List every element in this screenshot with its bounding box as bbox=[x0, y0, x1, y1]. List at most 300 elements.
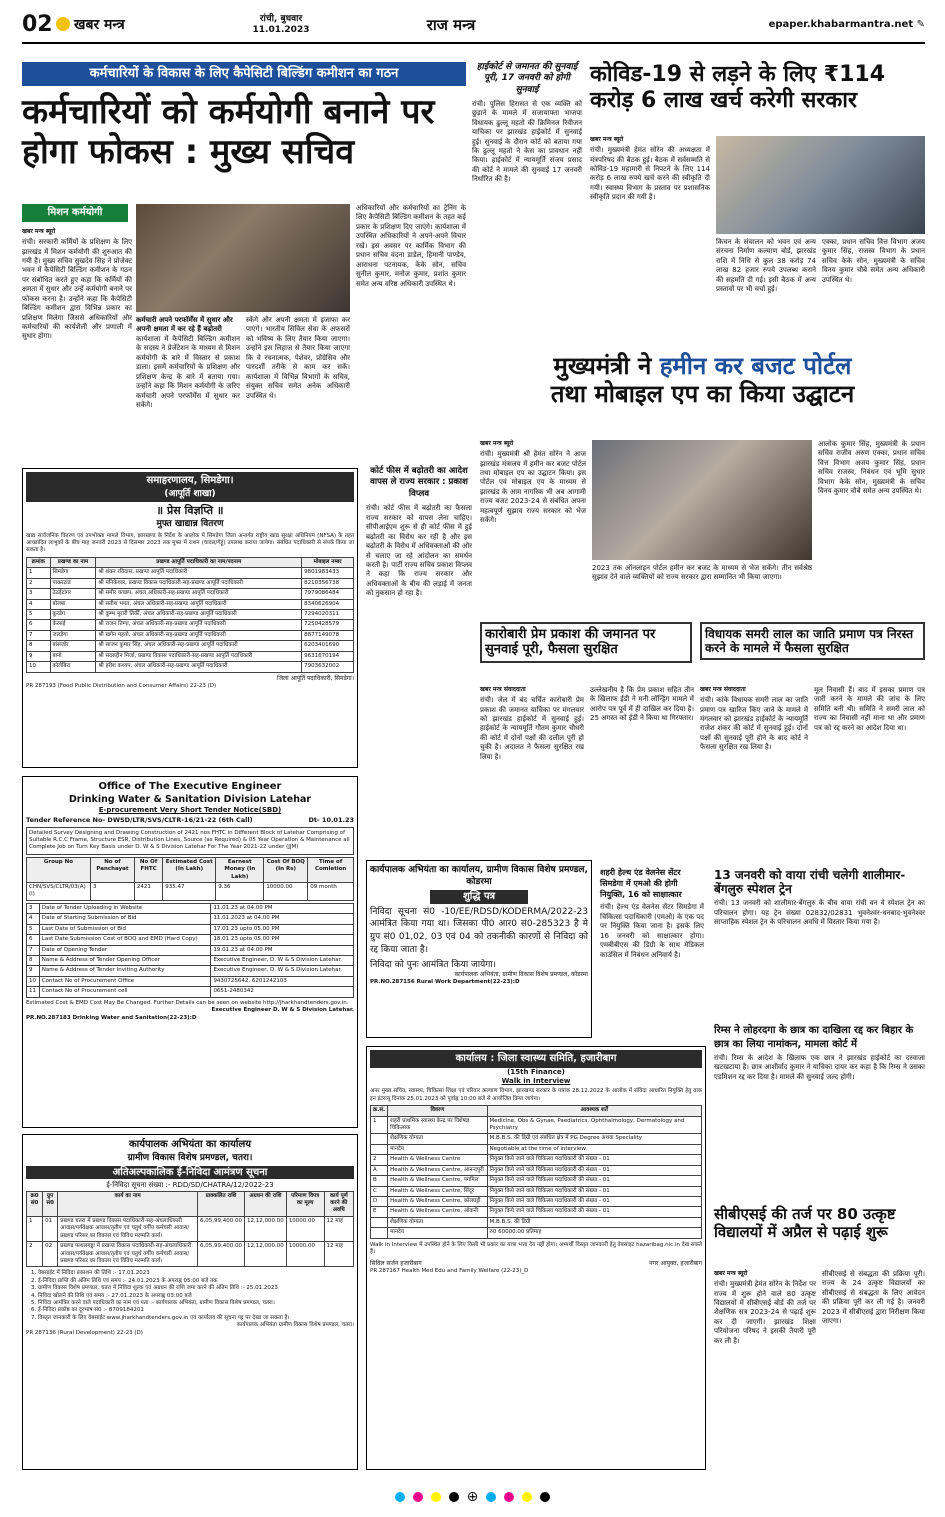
table-cell: Contact No of Procurement Office bbox=[39, 976, 211, 986]
table-cell: 12,12,000.00 bbox=[245, 1242, 287, 1267]
table-cell: श्री शंकर रविदास, प्रखण्ड आपूर्ति पदाधिकारी bbox=[96, 568, 302, 578]
table-cell: नियुक्त किये जाने वाले चिकित्सा पदाधिकारी की संख्या - 01 bbox=[487, 1207, 701, 1217]
table-row bbox=[27, 589, 354, 599]
table-row bbox=[371, 1207, 702, 1217]
koderma-body: निविदा सूचना सं0 -10/EE/RDSD/KODERMA/2022-23 आमंत्रित किया गया था। जिसका पी0 आर0 सं0-285323 है मे ग्रुप सं0 01,02, 03 एवं 04 को तकनीकी कारणों से निविदा को रद्द किया जाता है। bbox=[370, 906, 588, 955]
table-cell: 6,05,99,400.00 bbox=[198, 1216, 245, 1241]
table-row bbox=[27, 599, 354, 609]
table-cell bbox=[371, 1134, 388, 1144]
portal-headline-highlight: हमीन कर बजट पोर्टल bbox=[659, 352, 852, 380]
covid-byline: खबर मन्त्र ब्यूरो bbox=[590, 136, 624, 143]
table-row bbox=[371, 1197, 702, 1207]
crosshair-icon: ⊕ bbox=[466, 1488, 479, 1505]
table-cell: 6203401690 bbox=[302, 641, 354, 651]
dateline-place: रांची, बुधवार bbox=[259, 14, 303, 25]
table-cell: 2 bbox=[27, 578, 51, 588]
table-cell: 17.01.23 upto 05.00 PM bbox=[211, 924, 354, 934]
table-header-cell: No of Panchayat bbox=[90, 857, 134, 882]
table-cell: श्री खगेन महतो, अंचल अधिकारी-सह-प्रखण्ड आपूर्ति पदाधिकारी bbox=[96, 630, 302, 640]
table-row bbox=[27, 966, 354, 976]
table-cell: 12 माह bbox=[324, 1242, 353, 1267]
table-cell: 8210356738 bbox=[302, 578, 354, 588]
latehar-pr: PR.NO.287183 Drinking Water and Sanitation(22-23):D bbox=[26, 1014, 197, 1021]
table-cell: Medicine, Obs & Gynae, Paediatrics, Ophthalmology, Dermatology and Psychiatry bbox=[487, 1116, 701, 1134]
table-cell: 8 bbox=[27, 641, 51, 651]
table-cell: Negotiable at the time of interview bbox=[487, 1144, 701, 1154]
table-cell: 10 bbox=[27, 662, 51, 672]
table-cell: 09 month bbox=[308, 883, 354, 901]
table-header-cell: Estimated Cost (In Lakh) bbox=[163, 857, 216, 882]
table-header-cell: प्रखण्ड का नाम bbox=[50, 557, 96, 567]
table-cell: नियुक्त किये जाने वाले चिकित्सा पदाधिकारी की संख्या - 01 bbox=[487, 1176, 701, 1186]
table-cell: मानदेय bbox=[388, 1228, 487, 1238]
covid-headline[interactable]: कोविड-19 से लड़ने के लिए ₹114 करोड़ 6 लाख खर्च करेगी सरकार bbox=[590, 62, 886, 113]
table-row bbox=[27, 662, 354, 672]
portal-byline: खबर मन्त्र ब्यूरो bbox=[480, 440, 514, 447]
note-item: 4. निविदा खोलने की तिथि एवं समय :- 27.01.2023 के अपराह्न 03:00 बजे bbox=[38, 1293, 354, 1300]
brand-name: खबर मन्त्र bbox=[74, 16, 125, 33]
covid-text-2: किचन के संचालन को भवन एवं अन्य संरचना निर्माण कल्याण बोर्ड, झारखंड राशि में निधि से कुल 38 करोड़ 74 लाख 82 हजार रुपये उपलब्ध कराने की सहमति दी गई। इसी बैठक में अन्य प्रस्तावों पर भी चर्चा हुई। bbox=[716, 238, 816, 294]
chatra-ad bbox=[22, 1134, 358, 1470]
table-cell: नियुक्त किये जाने वाले चिकित्सा पदाधिकारी की संख्या - 01 bbox=[487, 1155, 701, 1165]
table-row bbox=[27, 987, 354, 997]
table-cell: 9 bbox=[27, 966, 40, 976]
table-cell: श्री राजन तिग्गा, अंचल अधिकारी-सह-प्रखण्ड आपूर्ति पदाधिकारी bbox=[96, 620, 302, 630]
chatra-ref: ई-निविदा सूचना संख्या :- RDD/SD/CHATRA/12/2022-23 bbox=[106, 1181, 274, 1190]
table-cell: सिमडेगा bbox=[50, 568, 96, 578]
table-cell: Last Date Submission Cost of BOQ and EMD (Hard Copy) bbox=[39, 935, 211, 945]
table-cell: श्री मनिकेश्वर, प्रखण्ड विकास पदाधिकारी-सह-प्रखण्ड आपूर्ति पदाधिकारी bbox=[96, 578, 302, 588]
latehar-dept: Drinking Water & Sanitation Division Latehar bbox=[68, 793, 312, 805]
table-cell: नियुक्त किये जाने वाले चिकित्सा पदाधिकारी की संख्या - 01 bbox=[487, 1165, 701, 1175]
table-header-cell: ग्रुप सं0 bbox=[43, 1191, 58, 1216]
table-cell: 10000.00 bbox=[264, 883, 308, 901]
covid-col1 bbox=[590, 136, 710, 203]
table-cell: Name & Address of Tender Inviting Authority bbox=[39, 966, 211, 976]
hazaribagh-sign-left: सिविल सर्जन हजारीबाग bbox=[370, 1259, 422, 1267]
table-header-cell: कार्य पूर्ण करने की अवधि bbox=[324, 1191, 353, 1216]
table-row bbox=[27, 1242, 354, 1267]
lead-text-2: कार्यशाला में कैपेसिटी बिल्डिंग कमीशन के सदस्य ने प्रेजेंटेशन के माध्यम से मिशन कर्मयोगी के बारे में विस्तार से प्रकाश डाला। इसमें कर्मचारियों के प्रशिक्षण और प्रशिक्षण केन्द्र के बारे में बताया गया। उन्होंने कहा कि मिशन कर्मयोगी के जरिए कर्मचारी अपने परफॉर्मेंस में सुधार कर सकेंगे। bbox=[136, 334, 240, 409]
train-body: रांची। 13 जनवरी को शालीमार-बेंगलुरु के बीच वाया रांची वन वे स्पेशल ट्रेन का परिचालन होगा। यह ट्रेन संख्या 02832/02831 भुवनेश्वर-धनबाद-भुवनेश्वर साप्ताहिक स्पेशल ट्रेन के परिचालन अवधि में विस्तार किया गया है। bbox=[714, 899, 925, 927]
table-cell: 6,05,99,400.00 bbox=[198, 1242, 245, 1267]
court-kicker[interactable]: कोर्ट फीस में बढ़ोतरी का आदेश वापस ले राज्य सरकार : प्रकाश विप्लव bbox=[370, 466, 468, 499]
table-cell: 935.47 bbox=[163, 883, 216, 901]
brand[interactable] bbox=[56, 16, 206, 35]
mla-byline: खबर मन्त्र संवाददाता bbox=[700, 686, 746, 693]
simdega-table bbox=[26, 557, 354, 673]
table-header-cell: क्र0 सं0 bbox=[27, 1191, 43, 1216]
table-cell: 7 bbox=[27, 945, 40, 955]
hc-kicker[interactable]: हाईकोर्ट से जमानत की सुनवाई पूरी, 17 जनवरी को होगी सुनवाई bbox=[476, 62, 578, 95]
table-cell: नियुक्त किये जाने वाले चिकित्सा पदाधिकारी की संख्या - 01 bbox=[487, 1197, 701, 1207]
table-header-cell: परिमाण विपत्र का मूल्य bbox=[286, 1191, 324, 1216]
table-cell: नियुक्त किये जाने वाले चिकित्सा पदाधिकारी की संख्या - 01 bbox=[487, 1186, 701, 1196]
table-cell: श्री कुम्भ मुरारी तिर्की, अंचल अधिकारी-सह-प्रखण्ड आपूर्ति पदाधिकारी bbox=[96, 610, 302, 620]
koderma-office: कार्यपालक अभियंता का कार्यालय, ग्रामीण विकास विशेष प्रमण्डल, कोडरमा bbox=[370, 865, 588, 888]
chatra-dept: ग्रामीण विकास विशेष प्रमण्डल, चतरा। bbox=[127, 1152, 253, 1163]
covid-col3 bbox=[822, 238, 925, 285]
table-row bbox=[27, 568, 354, 578]
table-cell: Last Date of Submission of Bid bbox=[39, 924, 211, 934]
table-cell: 02 bbox=[43, 1242, 58, 1267]
table-cell: 11.01.23 at 04.00 PM bbox=[211, 903, 354, 913]
note-item: 2. ई-निविदा प्राप्ति की अंतिम तिथि एवं समय :- 24.01.2023 के अपराह्न 05:00 बजे तक bbox=[38, 1278, 354, 1285]
table-cell: ठेठईटांगर bbox=[50, 589, 96, 599]
table-cell: Health & Wellness Centre bbox=[388, 1155, 487, 1165]
table-row bbox=[371, 1176, 702, 1186]
portal-col1 bbox=[480, 440, 586, 526]
latehar-ad bbox=[22, 776, 358, 1128]
page-number: 02 bbox=[22, 12, 53, 38]
health-centre-headline[interactable]: शहरी हेल्थ एंड वेलनेस सेंटर सिमडेगा में एमओ की होगी नियुक्ति, 16 को साक्षात्कार bbox=[600, 868, 682, 899]
health-centre-body: रांची। हेल्थ एंड वेलनेस सेंटर सिमडेगा में चिकित्सा पदाधिकारी (एमओ) के एक पद पर नियुक्ति किया जाना है। इसके लिए 16 जनवरी को साक्षात्कार होगा। एमबीबीएस की डिग्री के साथ मेडिकल काउंसिल में निबंधन अनिवार्य है। bbox=[600, 903, 704, 959]
table-cell: 19.01.23 at 04.00 PM bbox=[211, 945, 354, 955]
latehar-office: Office of The Executive Engineer bbox=[98, 781, 282, 792]
table-cell: 18.01.23 upto 05.00 PM bbox=[211, 935, 354, 945]
table-cell: Health & Wellness Centre, पगमिल bbox=[388, 1176, 487, 1186]
table-cell: बांसजोर bbox=[50, 641, 96, 651]
table-header-cell: Time of Comletion bbox=[308, 857, 354, 882]
website-text: epaper.khabarmantra.net bbox=[768, 19, 914, 31]
portal-headline-a: मुख्यमंत्री ने bbox=[553, 352, 660, 380]
table-row bbox=[371, 1155, 702, 1165]
table-cell: Health & Wellness Centre, ओकनी bbox=[388, 1207, 487, 1217]
latehar-sign: Executive Engineer D. W & S Division Latehar. bbox=[211, 1007, 354, 1014]
table-cell: 0651-2480342 bbox=[211, 987, 354, 997]
chatra-table bbox=[26, 1191, 354, 1268]
chatra-pr: PR 287136 (Rural Development) 22-23 (D) bbox=[26, 1329, 143, 1336]
table-cell: Date of Opening Tender bbox=[39, 945, 211, 955]
rims-headline[interactable]: रिम्स ने लोहरदगा के छात्र का दाखिला रद्द कर बिहार के छात्र का लिया नामांकन, मामला कोर्ट में bbox=[714, 1025, 914, 1050]
table-header-cell: मोबाइल नम्बर bbox=[302, 557, 354, 567]
table-cell: Name & Address of Tender Opening Officer bbox=[39, 956, 211, 966]
hazaribagh-office: कार्यालय : जिला स्वास्थ्य समिति, हजारीबाग bbox=[370, 1050, 702, 1068]
table-cell: श्री समीर कच्छप, अंचल अधिकारी-सह-प्रखण्ड आपूर्ति पदाधिकारी bbox=[96, 589, 302, 599]
table-cell: 2 bbox=[27, 1242, 43, 1267]
table-cell: शैक्षणिक योग्यता bbox=[388, 1134, 487, 1144]
portal-text: रांची। मुख्यमंत्री श्री हेमंत सोरेन ने आज झारखंड मंत्रालय में हमीन कर बजट पोर्टल तथा मोबाइल एप का उद्घाटन किया। इस पोर्टल एवं मोबाइल एप के माध्यम से झारखंड के आम नागरिक भी अब आगामी राज्य बजट 2023-24 से संबंधित अपना महत्वपूर्ण सुझाव राज्य सरकार को भेज सकेंगे। bbox=[480, 450, 586, 525]
byline: खबर मन्त्र ब्यूरो bbox=[22, 228, 56, 235]
table-row bbox=[371, 1116, 702, 1134]
table-cell: 5 bbox=[27, 924, 40, 934]
table-cell: शैक्षणिक योग्यता bbox=[388, 1217, 487, 1227]
table-cell: रु0 60000.00 प्रतिमाह bbox=[487, 1228, 701, 1238]
table-cell: 3 bbox=[90, 883, 134, 901]
table-header-cell: No Of FHTC bbox=[134, 857, 162, 882]
hazaribagh-sub: (15th Finance) bbox=[507, 1067, 565, 1076]
table-cell: 7979086484 bbox=[302, 589, 354, 599]
mission-tag: मिशन कर्मयोगी bbox=[22, 204, 128, 222]
covid-text-3: एक्का, प्रधान सचिव वित्त विभाग अजय कुमार सिंह, राजस्व विभाग के प्रधान सचिव केके सोन, मुख्यमंत्री के सचिव विनय कुमार चौबे समेत अन्य अधिकारी उपस्थित थे। bbox=[822, 238, 925, 284]
bail-col2 bbox=[590, 686, 694, 724]
table-row bbox=[27, 620, 354, 630]
table-cell: 4 bbox=[27, 599, 51, 609]
table-header-cell: प्राक्कलित राशि bbox=[198, 1191, 245, 1216]
mla-headline[interactable]: विधायक समरी लाल का जाति प्रमाण पत्र निरस्त करने के मामले में फैसला सुरक्षित bbox=[700, 622, 925, 660]
health-centre-story bbox=[600, 868, 704, 960]
table-cell: Date of Tender Uploading in Website bbox=[39, 903, 211, 913]
brand-logo-icon bbox=[56, 17, 70, 31]
page-header bbox=[22, 8, 925, 44]
table-cell: जलडेगा bbox=[50, 630, 96, 640]
latehar-work: Detailed Survey Designing and Drawing Construction of 2421 nos FHTC in Different Block of Latehar Comprising of Suitable R.C.C Frame, Structure ESR, Distribution Lines, Source (as Required) & 05 Year Operation & Maintenance all Complete Job on Turn Key Basis under D. W & S Division Latehar For The Year 2021-22 under (JJM) bbox=[26, 827, 354, 855]
mla-text-2: मूल निवासी हैं। बाद में इसका प्रमाण पत्र जारी करने के मामले की जांच के लिए समिति बनी थी। समिति ने समरी लाल को राज्य का निवासी नहीं माना था और प्रमाण पत्र को रद्द करने का आदेश दिया था। bbox=[814, 686, 925, 732]
table-header-cell: आवश्यक शर्तें bbox=[487, 1106, 701, 1116]
lead-text-1: रांची। सरकारी कर्मियों के प्रशिक्षण के लिए झारखंड में मिशन कर्मयोगी की शुरुआत की गयी है। मुख्य सचिव सुखदेव सिंह ने प्रोजेक्ट भवन में कैपेसिटी बिल्डिंग कमीशन के गठन पर संबोधित करते हुए कहा कि कर्मियों की क्षमता में सुधार और उन्हें कर्मयोगी बनाने पर फोकस करना है। उन्होंने कहा कि कैपेसिटी बिल्डिंग कमीशन द्वारा विभिन्न प्रकार का प्रशिक्षण मिलेगा जिससे अधिकारियों और कर्मचारियों की कार्यशैली और प्रणाली में सुधार होगा। bbox=[22, 238, 132, 341]
latehar-notice: E-procurement Very Short Tender Notice(SBD) bbox=[98, 806, 282, 815]
table-cell: मानदेय bbox=[388, 1144, 487, 1154]
table-cell: 9631670194 bbox=[302, 651, 354, 661]
table-cell: 8877149078 bbox=[302, 630, 354, 640]
bail-headline[interactable]: कारोबारी प्रेम प्रकाश की जमानत पर सुनवाई पूरी, फैसला सुरक्षित bbox=[480, 622, 692, 663]
table-cell: 10 bbox=[27, 976, 40, 986]
table-cell: केरसई bbox=[50, 620, 96, 630]
table-cell: 8 bbox=[27, 956, 40, 966]
lead-photo bbox=[136, 204, 350, 312]
koderma-pr: PR.NO.287156 Rural Work Department(22-23):D bbox=[370, 979, 520, 986]
table-cell: 9.36 bbox=[216, 883, 264, 901]
table-row bbox=[27, 610, 354, 620]
table-row bbox=[27, 935, 354, 945]
table-header-cell: क्र.सं. bbox=[371, 1106, 388, 1116]
table-row bbox=[27, 976, 354, 986]
table-header-cell: प्रखण्ड आपूर्ति पदाधिकारी का नाम/पदनाम bbox=[96, 557, 302, 567]
covid-photo bbox=[716, 136, 925, 234]
table-cell: बानो bbox=[50, 651, 96, 661]
table-cell: 11.01.2023 at 04.00 PM bbox=[211, 914, 354, 924]
lead-col1 bbox=[22, 228, 132, 342]
latehar-dates-table bbox=[26, 903, 354, 998]
table-cell: प्रखण्ड पत्थलगड्डा में प्रखण्ड विकास पदाधिकारी-सह-अंचलाधिकारी आवास/पर्यवेक्षक आवास/तृतीय एवं चतुर्थ वर्गीय कर्मचारी आवास/प्रखण्ड परिसर का विकास एवं विविध मरम्मति कार्य। bbox=[58, 1242, 198, 1267]
portal-photo bbox=[592, 440, 812, 560]
koderma-sign: कार्यपालक अभियंता, ग्रामीण विकास विशेष प्रमण्डल, कोडरमा bbox=[454, 971, 588, 979]
hazaribagh-pr: PR 287167 Health Med Edu and Family Welfare (22-23)_D bbox=[370, 1267, 529, 1274]
table-cell: 7903632002 bbox=[302, 662, 354, 672]
lead-col2 bbox=[136, 316, 240, 410]
cyan-mark-icon bbox=[486, 1492, 496, 1502]
yellow-mark-icon bbox=[522, 1492, 532, 1502]
table-header-cell: Earnest Money (In Lakh) bbox=[216, 857, 264, 882]
table-cell: Health & Wellness Centre, सिंदूर bbox=[388, 1186, 487, 1196]
hc-body: रांची। पुलिस हिरासत से एक व्यक्ति को छुड़ाने के मामले में सजायाफ्ता भाजपा विधायक ढुल्लू महतो की क्रिमिनल रिवीजन याचिका पर झारखंड हाईकोर्ट में सुनवाई हुई। सुनवाई के दौरान कोर्ट को बताया गया कि ढुल्लू महतो ने केस का प्रावधान नहीं किया। हाईकोर्ट में न्यायमूर्ति संजय प्रसाद की कोर्ट ने मामले की सुनवाई 17 जनवरी निर्धारित की है। bbox=[472, 99, 582, 184]
table-row bbox=[27, 924, 354, 934]
portal-caption-text: 2023 तक ऑनलाइन पोर्टल हमीन कर बजट के माध्यम से भेज सकेंगे। तीन सर्वश्रेष्ठ सुझाव देने वाले व्यक्तियों को राज्य सरकार द्वारा सम्मानित भी किया जाएगा। bbox=[592, 564, 812, 582]
table-cell: कोलेबिरा bbox=[50, 662, 96, 672]
simdega-ad bbox=[22, 468, 358, 768]
koderma-body2: निविदा को पुनः आमंत्रित किया जायेगा। bbox=[370, 960, 497, 971]
table-cell: श्री साजन कुमार सिंह, अंचल अधिकारी-सह-प्रखण्ड आपूर्ति पदाधिकारी bbox=[96, 641, 302, 651]
table-row bbox=[27, 945, 354, 955]
table-cell: Executive Engineer, D. W & S Division Latehar. bbox=[211, 956, 354, 966]
table-cell: A bbox=[371, 1165, 388, 1175]
hazaribagh-table bbox=[370, 1105, 702, 1238]
table-row bbox=[371, 1134, 702, 1144]
table-cell bbox=[371, 1217, 388, 1227]
table-cell: Health & Wellness Centre, कोलघट्टी bbox=[388, 1197, 487, 1207]
court-story bbox=[366, 466, 472, 599]
train-story bbox=[714, 868, 925, 928]
table-cell: 10000.00 bbox=[286, 1242, 324, 1267]
pen-icon: ✎ bbox=[916, 19, 925, 31]
note-item: 3. ग्रामीण विकास विशेष प्रमण्डल, चतरा में निविदा शुल्क एवं अग्रधन की राशि जमा करने की अंतिम तिथि :- 25.01.2023 bbox=[38, 1285, 354, 1292]
portal-caption bbox=[592, 564, 812, 583]
chatra-office: कार्यपालक अभियंता का कार्यालय bbox=[128, 1139, 252, 1150]
table-cell: 6 bbox=[27, 620, 51, 630]
table-cell: C bbox=[371, 1186, 388, 1196]
table-cell: श्री हरीश कश्यप, अंचल अधिकारी-सह-प्रखण्ड आपूर्ति पदाधिकारी bbox=[96, 662, 302, 672]
bail-col1 bbox=[480, 686, 584, 762]
mla-col2 bbox=[814, 686, 925, 733]
table-cell: 8340626904 bbox=[302, 599, 354, 609]
table-cell: 5 bbox=[27, 610, 51, 620]
table-row bbox=[27, 578, 354, 588]
table-cell: 01 bbox=[43, 1216, 58, 1241]
table-row bbox=[27, 914, 354, 924]
hazaribagh-ad bbox=[366, 1046, 706, 1470]
table-cell: 1 bbox=[27, 1216, 43, 1241]
koderma-title: शुद्धि पत्र bbox=[430, 890, 528, 904]
table-header-cell: अग्रधन की राशि bbox=[245, 1191, 287, 1216]
table-row bbox=[27, 630, 354, 640]
table-cell: 10000.00 bbox=[286, 1216, 324, 1241]
magenta-mark-icon bbox=[413, 1492, 423, 1502]
table-cell: M.B.B.S. की डिग्री एवं संबंधित क्षेत्र में PG Degree अथवा Speciality bbox=[487, 1134, 701, 1144]
court-body: रांची। कोर्ट फीस में बढ़ोतरी का फैसला राज्य सरकार को वापस लेना चाहिए। सीपीआईएम शुरू से ही कोर्ट फीस में हुई बढ़ोतरी का विरोध कर रही है और इस बढ़ोतरी के विरोध में अधिवक्ताओं की ओर से चलाए जा रहे आंदोलन का समर्थन करती है। पार्टी राज्य सचिव प्रकाश विप्लव ने कहा कि राज्य सरकार और अधिवक्ताओं के बीच की लड़ाई में जनता को नुकसान हो रहा है। bbox=[366, 504, 472, 598]
table-cell: 2 bbox=[371, 1155, 388, 1165]
simdega-notice: ॥ प्रेस विज्ञप्ति ॥ bbox=[156, 503, 224, 517]
yellow-mark-icon bbox=[431, 1492, 441, 1502]
hazaribagh-sign-right: नगर आयुक्त, हजारीबाग bbox=[649, 1259, 702, 1267]
cbse-headline[interactable]: सीबीएसई की तर्ज पर 80 उत्कृष्ट विद्यालयों में अप्रैल से पढ़ाई शुरू bbox=[714, 1205, 896, 1241]
simdega-intro: खाद्य सार्वजनिक वितरण एवं उपभोक्ता मामले विभाग, झारखण्ड के निर्देश के आलोक में सिमडेगा जिला अन्तर्गत राष्ट्रीय खाद्य सुरक्षा अधिनियम (NFSA) के तहत आच्छादित लाभुकों के बीच माह जनवरी 2023 से दिसम्बर 2023 तक मुफ्त में राशन (चावल/गेहूं) उपलब्ध कराया जायेगा। संबंधित पदाधिकारी से संपर्क किया जा सकता है। bbox=[26, 532, 354, 554]
table-cell: B bbox=[371, 1176, 388, 1186]
train-headline[interactable]: 13 जनवरी को वाया रांची चलेगी शालीमार-बेंगलुरु स्पेशल ट्रेन bbox=[714, 868, 906, 897]
lead-subhead: कर्मचारी अपने परफॉर्मेंस में सुधार और अपनी क्षमता में कर रहे हैं बढ़ोतरी bbox=[136, 316, 233, 334]
table-cell: श्री सतीश भगत, अंचल अधिकारी-सह-प्रखण्ड आपूर्ति पदाधिकारी bbox=[96, 599, 302, 609]
table-cell: बोलबा bbox=[50, 599, 96, 609]
black-mark-icon bbox=[540, 1492, 550, 1502]
chatra-notes bbox=[26, 1270, 354, 1322]
table-cell bbox=[371, 1144, 388, 1154]
table-cell: 7250428579 bbox=[302, 620, 354, 630]
table-cell: 11 bbox=[27, 987, 40, 997]
note-item: 5. निविदा आमंत्रित करने वाले पदाधिकारी का नाम एवं पता :- कार्यपालक अभियंता, ग्रामीण विकास विशेष प्रमण्डल, चतरा। bbox=[38, 1300, 354, 1307]
table-row bbox=[27, 1216, 354, 1241]
table-header-cell: क्रमांक bbox=[27, 557, 51, 567]
table-cell: 3 bbox=[27, 589, 51, 599]
simdega-title: मुफ्त खाद्यान्न वितरण bbox=[156, 519, 224, 530]
table-cell: प्रखण्ड चतरा में प्रखण्ड विकास पदाधिकारी-सह-अंचलाधिकारी आवास/पर्यवेक्षक आवास/तृतीय एवं चतुर्थ वर्गीय कर्मचारी आवास/प्रखण्ड परिसर का विकास एवं विविध मरम्मति कार्य। bbox=[58, 1216, 198, 1241]
latehar-group-table bbox=[26, 857, 354, 901]
dateline-date: 11.01.2023 bbox=[252, 25, 310, 35]
table-cell: M.B.B.S. की डिग्री bbox=[487, 1217, 701, 1227]
hazaribagh-title: Walk in Interview bbox=[501, 1076, 571, 1085]
table-row bbox=[27, 641, 354, 651]
lead-text-3: स्केंगे और अपनी क्षमता में इजाफा कर पाएंगे। भारतीय सिविल सेवा के अफसरों को भविष्य के लिए तैयार किया जाएगा। उन्होंने इस लिहाज से तैयार किया जाएगा कि वे रचनात्मक, पेशेवर, प्रोग्रेसिव और पारदर्शी तरीके से काम कर सकें। कार्यशाला में विभिन्न विभागों के सचिव, संयुक्त सचिव समेत अनेक अधिकारी उपस्थित थे। bbox=[246, 316, 350, 400]
table-row bbox=[371, 1186, 702, 1196]
mla-text-1: रांची। कांके विधायक समरी लाल का जाति प्रमाण पत्र खारिज किए जाने के मामले में मंगलवार को झारखंड हाईकोर्ट के न्यायमूर्ति राजेश शंकर की कोर्ट में सुनवाई हुई। दोनों पक्षों की सुनवाई पूरी होने के बाद कोर्ट ने फैसला सुरक्षित रख लिया है। bbox=[700, 696, 808, 752]
table-cell: Date of Starting Submission of Bid bbox=[39, 914, 211, 924]
chatra-sign: कार्यपालक अभियंता ग्रामीण विकास विशेष प्रमण्डल, चतरा। bbox=[236, 1322, 354, 1329]
table-cell: Contact No of Procurement cell bbox=[39, 987, 211, 997]
table-cell: कुरडेग bbox=[50, 610, 96, 620]
table-cell: E bbox=[371, 1207, 388, 1217]
table-header-cell: कार्य का नाम bbox=[58, 1191, 198, 1216]
cbse-col2 bbox=[822, 1270, 925, 1327]
hazaribagh-intro: अपर मुख्य सचिव, स्वास्थ्य, चिकित्सा शिक्षा एवं परिवार कल्याण विभाग, झारखण्ड सरकार के पत्रांक 28.12.2022 के आलोक में संविदा आधारित नियुक्ति हेतु वाक इन इंटरव्यू दिनांक 25.01.2023 को पूर्वाह्न 10:00 बजे से आयोजित किया जायेगा। bbox=[370, 1088, 702, 1102]
table-cell: शहरी प्राथमिक स्वास्थ्य केन्द्र पर विशेषज्ञ चिकित्सक bbox=[388, 1116, 487, 1134]
latehar-date: Dt- 10.01.23 bbox=[308, 815, 354, 824]
cbse-col1 bbox=[714, 1270, 816, 1346]
table-row bbox=[27, 956, 354, 966]
table-cell: 1 bbox=[27, 568, 51, 578]
cyan-mark-icon bbox=[395, 1492, 405, 1502]
portal-text-right: आलोक कुमार सिंह, मुख्यमंत्री के प्रधान सचिव राजीव अरुण एक्का, प्रधान सचिव वित्त विभाग अजय कुमार सिंह, प्रधान सचिव राजस्व, निबंधन एवं भूमि सुधार विभाग केके सोन, मुख्यमंत्री के सचिव विनय कुमार चौबे समेत अन्य उपस्थित थे। bbox=[818, 440, 925, 496]
covid-col2 bbox=[716, 238, 816, 295]
chatra-title: अतिअल्पकालिक ई-निविदा आमंत्रण सूचना bbox=[26, 1166, 354, 1180]
table-row bbox=[371, 1228, 702, 1238]
table-cell: D bbox=[371, 1197, 388, 1207]
table-cell: 4 bbox=[27, 914, 40, 924]
table-cell: 7 bbox=[27, 630, 51, 640]
note-item: 1. वेबसाईट में निविदा प्रकाशन की तिथि :- 17.01.2023 bbox=[38, 1270, 354, 1277]
simdega-sign: जिला आपूर्ति पदाधिकारी, सिमडेगा। bbox=[277, 674, 354, 682]
lead-headline[interactable]: कर्मचारियों को कर्मयोगी बनाने पर होगा फोकस : मुख्य सचिव bbox=[22, 92, 435, 173]
portal-col3 bbox=[818, 440, 925, 497]
table-cell: CHN/SVS/CLTR/03(A)(i) bbox=[27, 883, 91, 901]
covid-text-1: रांची। मुख्यमंत्री हेमंत सोरेन की अध्यक्षता में मंत्रपरिषद की बैठक हुई। बैठक में सर्वसम्मति से कोविड-19 महामारी से निपटने के लिए 114 करोड़ 6 लाख रुपये खर्च करने की स्वीकृति दी गयी। स्वास्थ्य विभाग के प्रस्ताव पर प्रशासनिक स्वीकृति प्रदान की गयी है। bbox=[590, 146, 710, 202]
table-cell: 2421 bbox=[134, 883, 162, 901]
bail-text-1: रांची। जेल में बंद चर्चित कारोबारी प्रेम प्रकाश की जमानत याचिका पर मंगलवार को झारखंड हाईकोर्ट में सुनवाई हुई। हाईकोर्ट के न्यायमूर्ति गौतम कुमार चौधरी की कोर्ट में दोनों पक्षों की दलील पूरी हो चुकी है। अदालत ने फैसला सुरक्षित रख लिया है। bbox=[480, 696, 584, 761]
cbse-byline: खबर मन्त्र ब्यूरो bbox=[714, 1270, 748, 1277]
table-cell: श्री सदरुद्दीन मिर्जा, प्रखण्ड विकास पदाधिकारी-सह-प्रखण्ड आपूर्ति पदाधिकारी bbox=[96, 651, 302, 661]
table-header-cell: विवरण bbox=[388, 1106, 487, 1116]
black-mark-icon bbox=[449, 1492, 459, 1502]
note-item: 6. ई-निविदा प्रकोष्ठ का दूरभाष सं0 :- 8709184201 bbox=[38, 1307, 354, 1314]
simdega-office: समाहरणालय, सिमडेगा। (आपूर्ति शाखा) bbox=[26, 472, 354, 502]
lead-col3 bbox=[246, 316, 350, 401]
table-row bbox=[371, 1144, 702, 1154]
table-cell: 7294020311 bbox=[302, 610, 354, 620]
rims-body: रांची। रिम्स के आदेश के खिलाफ एक छात्र ने झारखंड हाईकोर्ट का दरवाजा खटखटाया है। छात्र आशीर्वाद कुमार ने याचिका दायर कर कहा है कि रिम्स ने उसका एडमिशन रद्द कर दिया है। मामले की सुनवाई जल्द होगी। bbox=[714, 1054, 925, 1081]
table-cell: 12 माह bbox=[324, 1216, 353, 1241]
table-cell: 9 bbox=[27, 651, 51, 661]
table-cell: 12,12,000.00 bbox=[245, 1216, 287, 1241]
hazaribagh-notes: Walk in Interview में उपस्थित होने के लिए किसी भी प्रकार का यात्रा भत्ता देय नहीं होगा। अभ्यर्थी विस्तृत जानकारी हेतु वेबसाइट hazaribag.nic.in देख सकते हैं। bbox=[370, 1241, 702, 1256]
table-cell bbox=[371, 1228, 388, 1238]
lead-text-4: अधिकारियों और कर्मचारियों का ट्रेनिंग के लिए कैपेसिटी बिल्डिंग कमीशन के तहत कई प्रकार के प्रशिक्षण दिए जाएंगे। कार्यशाला में उपस्थित अधिकारियों ने अपने-अपने विचार रखे। इस अवसर पर कार्मिक विभाग की प्रधान सचिव वंदना डाडेल, हिमानी पाण्डेय, आराधना पटनायक, केके सोन, सचिव सुनील कुमार, मनोज कुमार, प्रशांत कुमार समेत अन्य वरिष्ठ अधिकारी उपस्थित थे। bbox=[356, 204, 466, 288]
table-cell: 1 bbox=[371, 1116, 388, 1134]
table-header-cell: Group No bbox=[27, 857, 91, 882]
website-link[interactable] bbox=[546, 18, 925, 32]
lead-col4 bbox=[356, 204, 466, 289]
bail-text-2: उल्लेखनीय है कि प्रेम प्रकाश सहित तीन के खिलाफ ईडी ने मनी लॉन्ड्रिंग मामले में आरोप पत्र पूर्व में ही दाखिल कर दिया है। 25 अगस्त को ईडी ने किया था गिरफ्तार। bbox=[590, 686, 694, 723]
table-cell: 9430725642, 6201242103 bbox=[211, 976, 354, 986]
table-cell: 3 bbox=[27, 903, 40, 913]
note-item: 7. विस्तृत जानकारी के लिए वेबसाईट www.jharkhandtenders.gov.in एवं कार्यालय की सूचना पट्ट पर देखा जा सकता है। bbox=[38, 1315, 354, 1322]
simdega-pr: PR 287193 (Food Public Distribution and Consumer Affairs) 22-23 (D) bbox=[26, 682, 217, 689]
latehar-ref: Tender Reference No- DWSD/LTR/SVS/CLTR-16/21-22 (6th Call) bbox=[26, 815, 253, 824]
latehar-notes: Estimated Cost & EMD Cost May Be Changed. Further Details can be seen on website http://jharkhandtenders.gov.in. bbox=[26, 999, 349, 1006]
portal-headline-b: तथा मोबाइल एप का किया उद्घाटन bbox=[550, 380, 855, 409]
portal-headline[interactable] bbox=[480, 352, 925, 409]
table-cell: 6 bbox=[27, 935, 40, 945]
lead-kicker: कर्मचारियों के विकास के लिए कैपेसिटी बिल्डिंग कमीशन का गठन bbox=[22, 62, 466, 86]
table-row bbox=[27, 651, 354, 661]
registration-marks bbox=[0, 1490, 945, 1504]
table-row bbox=[371, 1165, 702, 1175]
